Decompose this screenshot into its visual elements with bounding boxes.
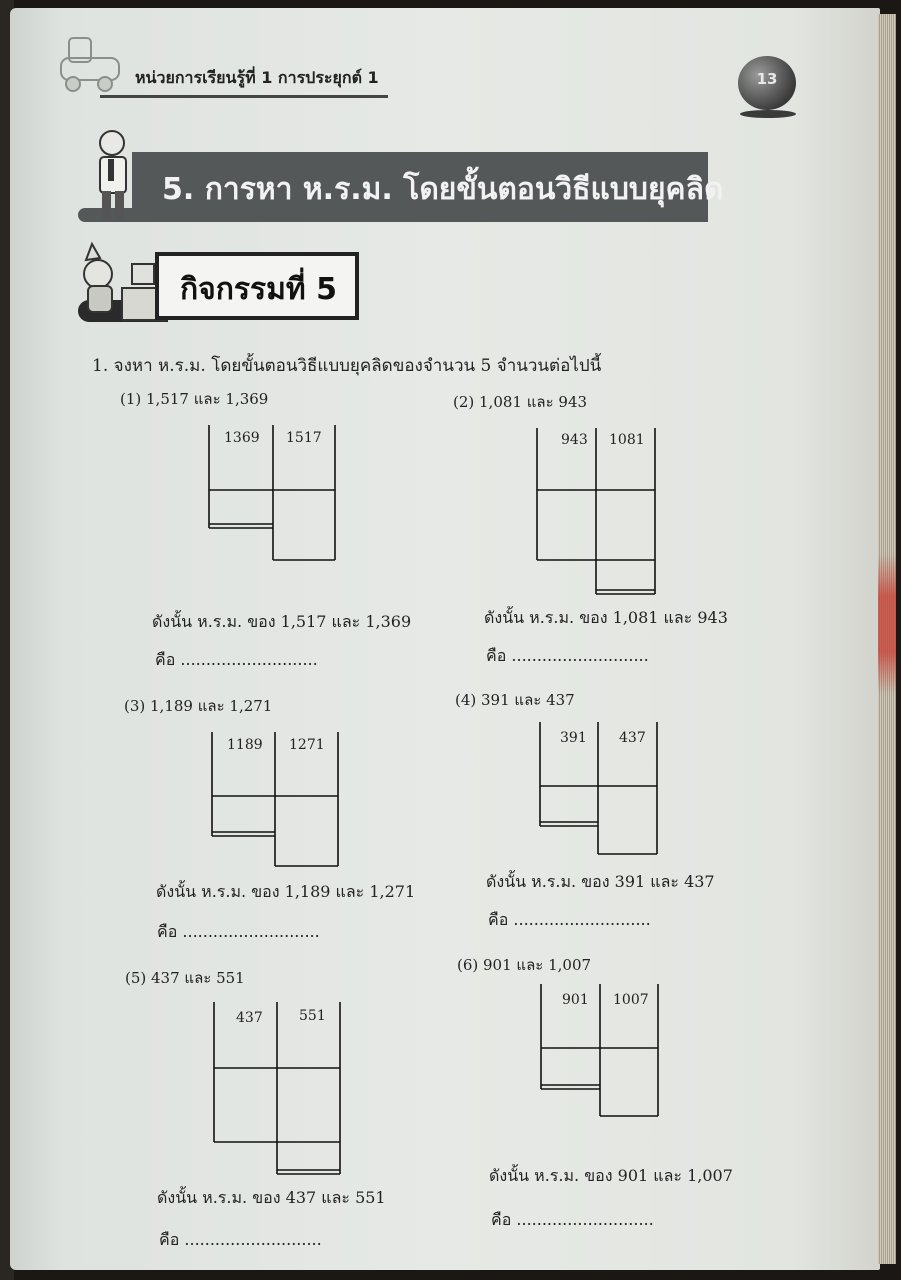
car-icon [55,30,131,98]
problem-4-right-number: 437 [619,730,646,746]
problem-5-answer-text: ดังนั้น ห.ร.ม. ของ 437 และ 551 [157,1188,386,1207]
section-title: 5. การหา ห.ร.ม. โดยขั้นตอนวิธีแบบยุคลิด [162,172,724,207]
page-edges [878,14,896,1264]
activity-title: กิจกรรมที่ 5 [180,272,338,307]
header-underline [100,95,388,98]
unit-title: หน่วยการเรียนรู้ที่ 1 การประยุกต์ 1 [135,68,379,87]
teacher-icon [88,125,138,225]
problem-3-answer-blank[interactable]: คือ ........................... [157,922,320,941]
problem-5-left-number: 437 [236,1010,263,1026]
question-text: 1. จงหา ห.ร.ม. โดยขั้นตอนวิธีแบบยุคลิดของจำนวน 5 จำนวนต่อไปนี้ [92,356,602,376]
problem-6-right-number: 1007 [613,992,649,1008]
page-edge-mark [878,554,896,694]
problem-2-label: (2) 1,081 และ 943 [453,393,588,411]
page-number-shadow [740,110,796,118]
problem-6-left-number: 901 [562,992,589,1008]
problem-2-right-number: 1081 [609,432,645,448]
problem-5-right-number: 551 [299,1008,326,1024]
problem-2-answer-text: ดังนั้น ห.ร.ม. ของ 1,081 และ 943 [484,608,728,627]
problem-6-answer-blank[interactable]: คือ ........................... [491,1210,654,1229]
page-number: 13 [756,70,778,88]
problem-1-answer-text: ดังนั้น ห.ร.ม. ของ 1,517 และ 1,369 [152,612,412,631]
problem-3-right-number: 1271 [289,737,325,753]
problem-1-answer-blank[interactable]: คือ ........................... [155,650,318,669]
problem-2-answer-blank[interactable]: คือ ........................... [486,646,649,665]
problem-4-answer-blank[interactable]: คือ ........................... [488,910,651,929]
problem-5-label: (5) 437 และ 551 [125,969,245,987]
problem-3-label: (3) 1,189 และ 1,271 [124,697,273,715]
problem-4-answer-text: ดังนั้น ห.ร.ม. ของ 391 และ 437 [486,872,715,891]
problem-2-left-number: 943 [561,432,588,448]
problem-5-answer-blank[interactable]: คือ ........................... [159,1230,322,1249]
problem-4-label: (4) 391 และ 437 [455,691,575,709]
problem-6-answer-text: ดังนั้น ห.ร.ม. ของ 901 และ 1,007 [489,1166,733,1185]
problem-1-label: (1) 1,517 และ 1,369 [120,390,269,408]
problem-3-left-number: 1189 [227,737,263,753]
problem-6-label: (6) 901 และ 1,007 [457,956,592,974]
problem-1-right-number: 1517 [286,430,322,446]
problem-3-answer-text: ดังนั้น ห.ร.ม. ของ 1,189 และ 1,271 [156,882,416,901]
problem-4-left-number: 391 [560,730,587,746]
problem-1-left-number: 1369 [224,430,260,446]
